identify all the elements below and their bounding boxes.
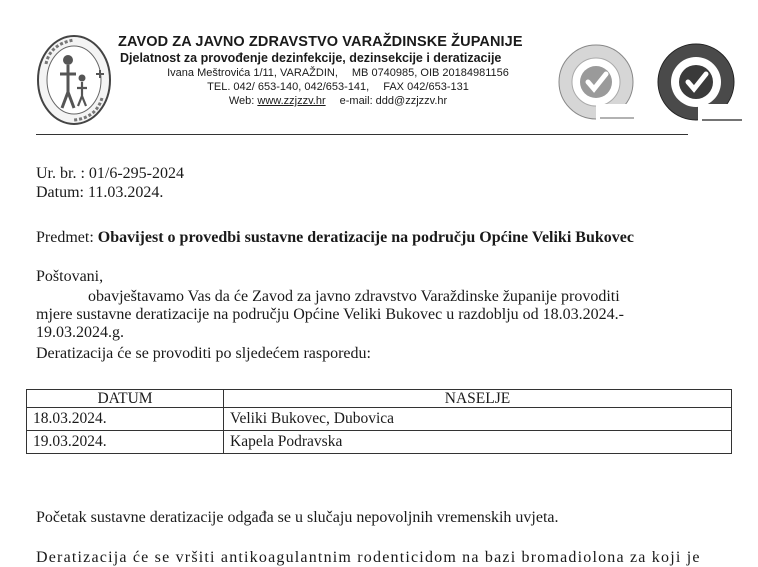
subject-text: Obavijest o provedbi sustavne deratizacije na području Općine Veliki Bukovec bbox=[97, 229, 634, 246]
phone: TEL. 042/ 653-140, bbox=[207, 81, 302, 93]
table-header-row bbox=[27, 390, 732, 408]
letterhead-divider bbox=[36, 134, 688, 135]
fax: FAX 042/653-131 bbox=[383, 81, 469, 93]
schedule-table bbox=[26, 389, 732, 454]
subject-line bbox=[36, 229, 634, 247]
column-header-settlement: NASELJE bbox=[224, 390, 732, 408]
website-link[interactable]: www.zzjzzv.hr bbox=[257, 95, 326, 107]
table-row bbox=[27, 408, 732, 431]
phone-2: 042/653-141 bbox=[304, 81, 367, 93]
web-label: Web: bbox=[228, 95, 255, 107]
institute-logo-icon bbox=[36, 34, 116, 130]
department-name: Djelatnost za provođenje dezinfekcije, dezinsekcije i deratizacije bbox=[120, 51, 502, 65]
address: Ivana Meštrovića 1/11, VARAŽDIN, bbox=[167, 67, 338, 79]
address-line bbox=[118, 66, 558, 80]
table-row bbox=[27, 431, 732, 454]
schedule-intro: Deratizacija će se provoditi po sljedećem rasporedu: bbox=[36, 345, 371, 362]
contact-line bbox=[118, 94, 558, 108]
phone-line: TEL. 042/ 653-140, 042/653-141, FAX 042/653-131 bbox=[207, 81, 469, 93]
registration-number: MB 0740985, bbox=[351, 67, 418, 79]
tax-id: OIB 20184981156 bbox=[420, 67, 509, 79]
iso-9001-sgs-certification-icon bbox=[556, 40, 642, 126]
organization-name: ZAVOD ZA JAVNO ZDRAVSTVO VARAŽDINSKE ŽUPANIJE bbox=[118, 34, 523, 50]
table-cell-date: 19.03.2024. bbox=[27, 431, 224, 454]
iso-14001-sgs-certification-icon bbox=[654, 40, 746, 126]
reference-number: Ur. br. : 01/6-295-2024 bbox=[36, 165, 184, 182]
table-cell-settlement: Kapela Podravska bbox=[224, 431, 732, 454]
subject-label: Predmet: bbox=[36, 229, 94, 246]
column-header-date: DATUM bbox=[27, 390, 224, 408]
table-cell-date: 18.03.2024. bbox=[27, 408, 224, 431]
body-continuation: Deratizacija će se vršiti antikoagulantnim rodenticidom na bazi bromadiolona za koji je bbox=[36, 549, 701, 566]
weather-note: Početak sustavne deratizacije odgađa se u slučaju nepovoljnih vremenskih uvjeta. bbox=[36, 509, 559, 526]
body-line-1: obavještavamo Vas da će Zavod za javno zdravstvo Varaždinske županije provoditi bbox=[88, 288, 620, 305]
letterhead-text bbox=[118, 34, 558, 108]
table-cell-settlement: Veliki Bukovec, Dubovica bbox=[224, 408, 732, 431]
body-line-3: 19.03.2024.g. bbox=[36, 324, 124, 341]
email: e-mail: ddd@zzjzzv.hr bbox=[339, 95, 448, 107]
greeting: Poštovani, bbox=[36, 268, 104, 285]
document-date: Datum: 11.03.2024. bbox=[36, 184, 164, 201]
letterhead bbox=[36, 34, 746, 134]
body-line-2: mjere sustavne deratizacije na području Općine Veliki Bukovec u razdoblju od 18.03.2024.- bbox=[36, 306, 624, 323]
